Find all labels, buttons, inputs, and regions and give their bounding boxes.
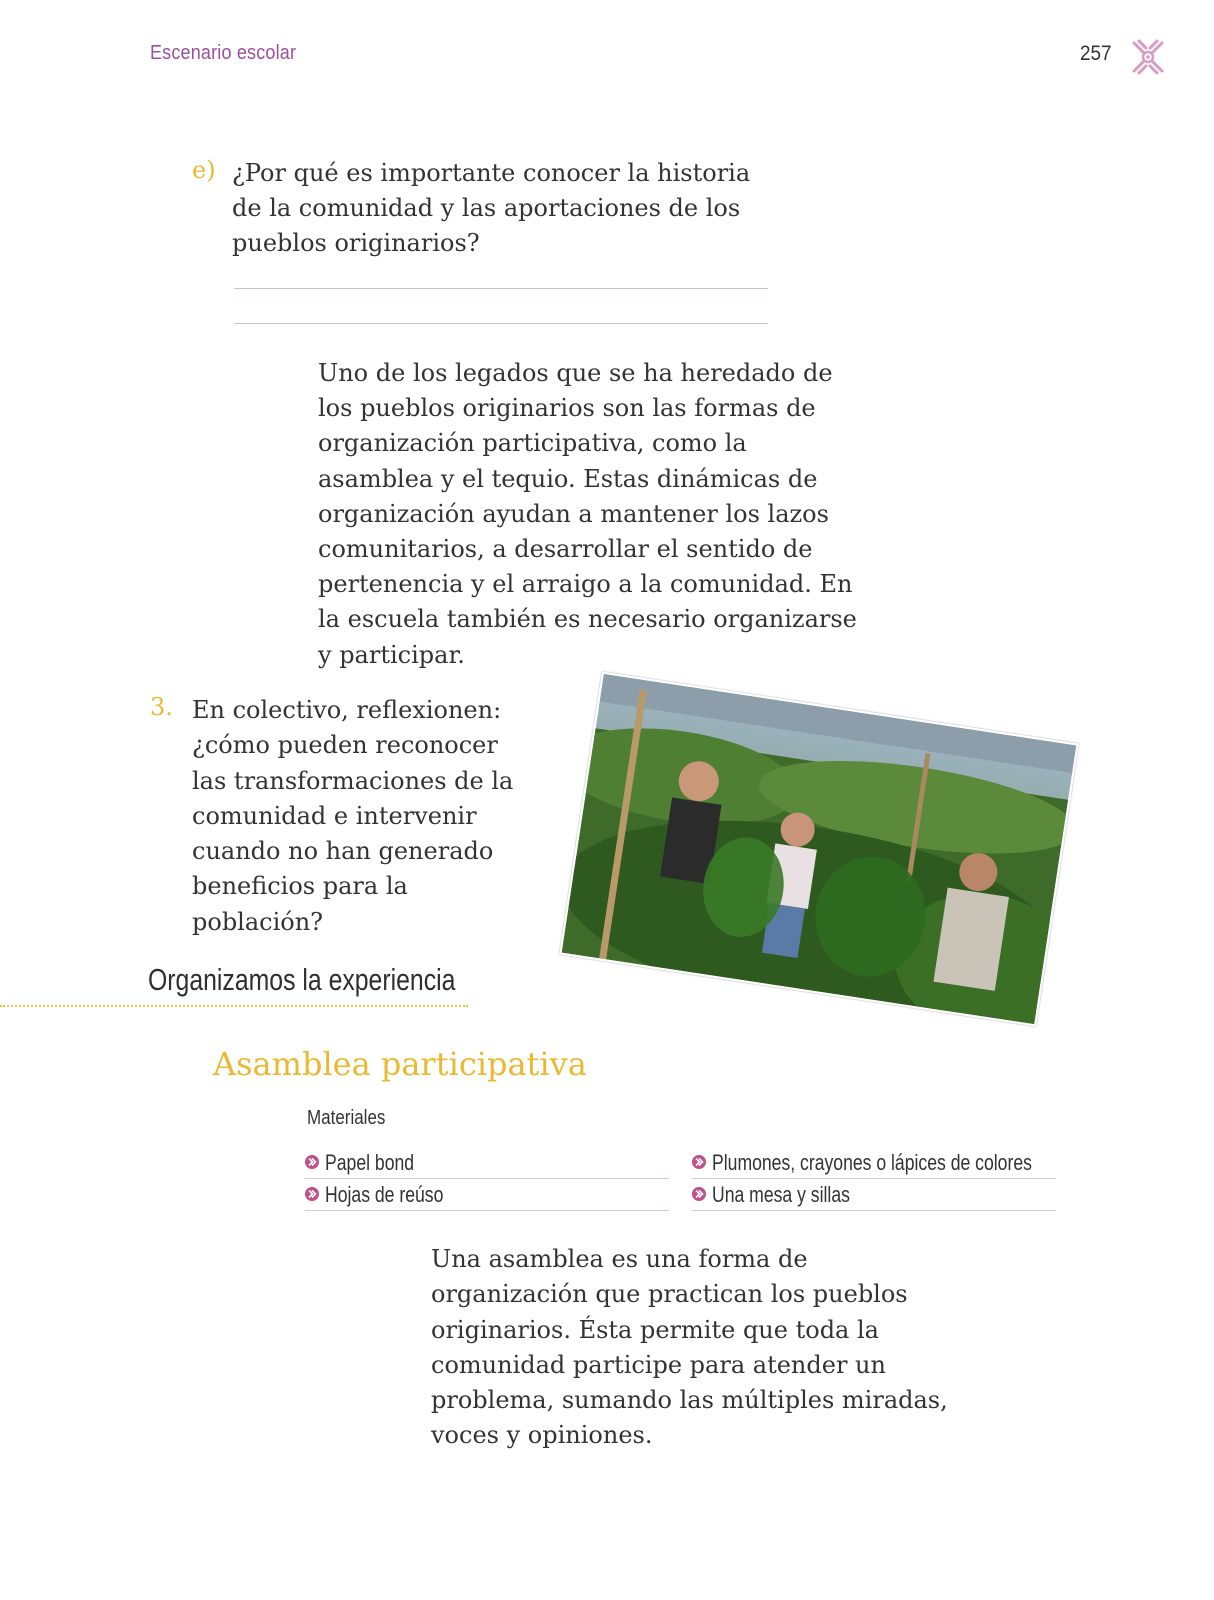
list-item xyxy=(305,1148,669,1179)
activity-title: Asamblea participativa xyxy=(213,1045,587,1083)
list-item xyxy=(692,1180,1056,1211)
answer-line[interactable] xyxy=(234,288,768,289)
answer-line[interactable] xyxy=(234,323,768,324)
chevron-right-icon xyxy=(305,1187,319,1201)
assembly-paragraph: Una asamblea es una forma de organización que practican los pueblos originarios. Ésta permite que toda la comunidad participe para atender un problema, sumando las múltiples miradas, voces y opiniones. xyxy=(431,1245,948,1450)
ornament-icon xyxy=(1130,39,1166,75)
garden-photo xyxy=(559,672,1078,1027)
section-divider xyxy=(0,1005,468,1007)
material-label: Plumones, crayones o lápices de colores xyxy=(712,1150,1032,1175)
question-text: ¿Por qué es importante conocer la historia de la comunidad y las aportaciones de los pueblos originarios? xyxy=(232,159,751,257)
materials-label: Materiales xyxy=(307,1107,386,1129)
material-label: Hojas de reúso xyxy=(325,1182,444,1207)
chevron-right-icon xyxy=(692,1155,706,1169)
list-item xyxy=(305,1180,669,1211)
page-number: 257 xyxy=(1080,42,1112,65)
question-letter: e) xyxy=(192,156,216,184)
section-heading: Organizamos la experiencia xyxy=(148,962,456,997)
item-number: 3. xyxy=(150,693,173,721)
chevron-right-icon xyxy=(305,1155,319,1169)
chevron-right-icon xyxy=(692,1187,706,1201)
material-label: Papel bond xyxy=(325,1150,415,1175)
legacy-paragraph: Uno de los legados que se ha heredado de los pueblos originarios son las formas de organización participativa, como la asamblea y el tequio. Estas dinámicas de organización ayudan a mantener los lazos comunitarios, a desarrollar el sentido de pertenencia y el arraigo a la comunidad. En la escuela también es necesario organizarse y participar. xyxy=(318,359,857,669)
list-item xyxy=(692,1148,1056,1179)
material-label: Una mesa y sillas xyxy=(712,1182,850,1207)
item-text: En colectivo, reflexionen: ¿cómo pueden reconocer las transformaciones de la comunidad e intervenir cuando no han generado beneficios para la población? xyxy=(192,696,514,936)
section-header: Escenario escolar xyxy=(150,42,297,64)
